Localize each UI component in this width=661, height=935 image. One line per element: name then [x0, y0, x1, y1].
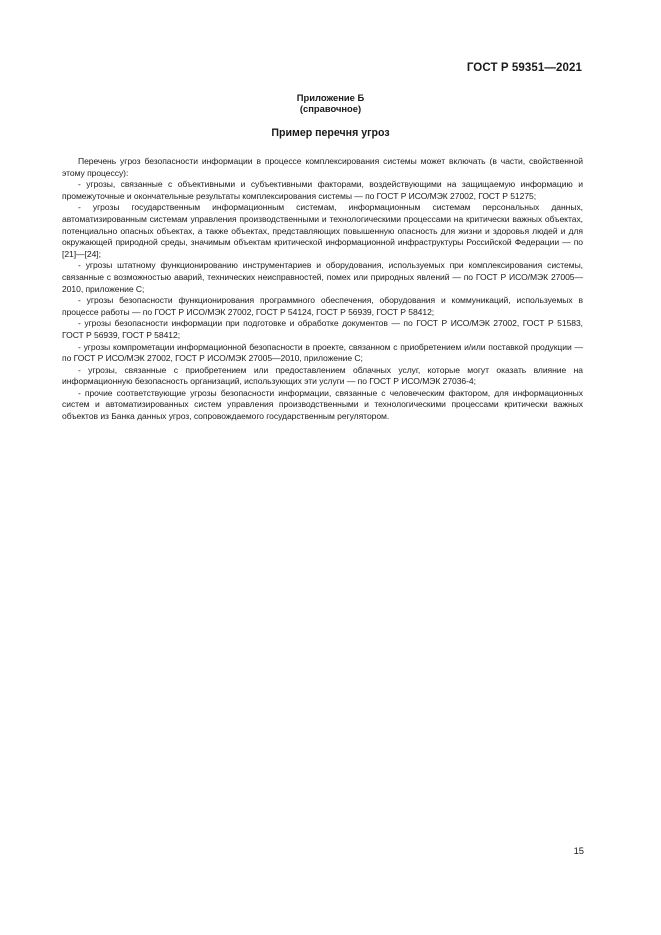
appendix-title: Приложение Б [296, 92, 365, 103]
section-heading: Пример перечня угроз [271, 127, 390, 139]
list-item: - угрозы, связанные с приобретением или предоставлением облачных услуг, которые могут оказать влияние на информационную безопасность организаций, использующих эти услуги — по ГОСТ Р ИСО/МЭК 27036-4; [62, 364, 583, 387]
list-item: - угрозы государственным информационным системам, информационным системам персональных данных, автоматизированным системам управления производственными и технологическими процессами на критически важных объектах, потенциально опасных объектах, а также объектах, представляющих повышенную опасность для жизни и здоровья людей и для окружающей природной среды, значимым объектам критической информационной инфраструктуры Российской Федерации — по [21]—[24]; [62, 202, 583, 259]
intro-paragraph: Перечень угроз безопасности информации в процессе комплексирования системы может включать (в части, свойственной этому процессу): [62, 156, 583, 178]
standard-code: ГОСТ Р 59351—2021 [466, 62, 582, 74]
list-item: - угрозы штатному функционированию инструментариев и оборудования, используемых при комплексирования системы, связанные с возможностью аварий, технических неисправностей, помех или природных явлений — по ГОСТ Р ИСО/МЭК 27005—2010, приложение С; [62, 260, 583, 294]
list-item: - угрозы безопасности функционирования программного обеспечения, оборудования и коммуникаций, используемых в процессе работы — по ГОСТ Р ИСО/МЭК 27002, ГОСТ Р 54124, ГОСТ Р 56939, ГОСТ Р 58412; [62, 295, 583, 317]
list-item: - прочие соответствующие угрозы безопасности информации, связанные с человеческим фактором, для информационных систем и автоматизированных систем управления производственными и технологическими процессами критически важных объектов из Банка данных угроз, сопровождаемого государственным регулятором. [62, 387, 583, 422]
list-item: - угрозы, связанные с объективными и субъективными факторами, воздействующими на защищаемую информацию и промежуточные и окончательные результаты комплексирования системы — по ГОСТ Р ИСО/МЭК 27002, ГОСТ Р 51275; [62, 179, 583, 201]
list-item: - угрозы безопасности информации при подготовке и обработке документов — по ГОСТ Р ИСО/МЭК 27002, ГОСТ Р 51583, ГОСТ Р 56939, ГОСТ Р 58412; [62, 318, 583, 340]
list-item: - угрозы компрометации информационной безопасности в проекте, связанном с приобретением и/или поставкой продукции — по ГОСТ Р ИСО/МЭК 27002, ГОСТ Р ИСО/МЭК 27005—2010, приложение С; [62, 341, 583, 364]
appendix-subtitle: (справочное) [299, 103, 362, 114]
body-text [62, 156, 583, 423]
page-number: 15 [573, 845, 584, 856]
